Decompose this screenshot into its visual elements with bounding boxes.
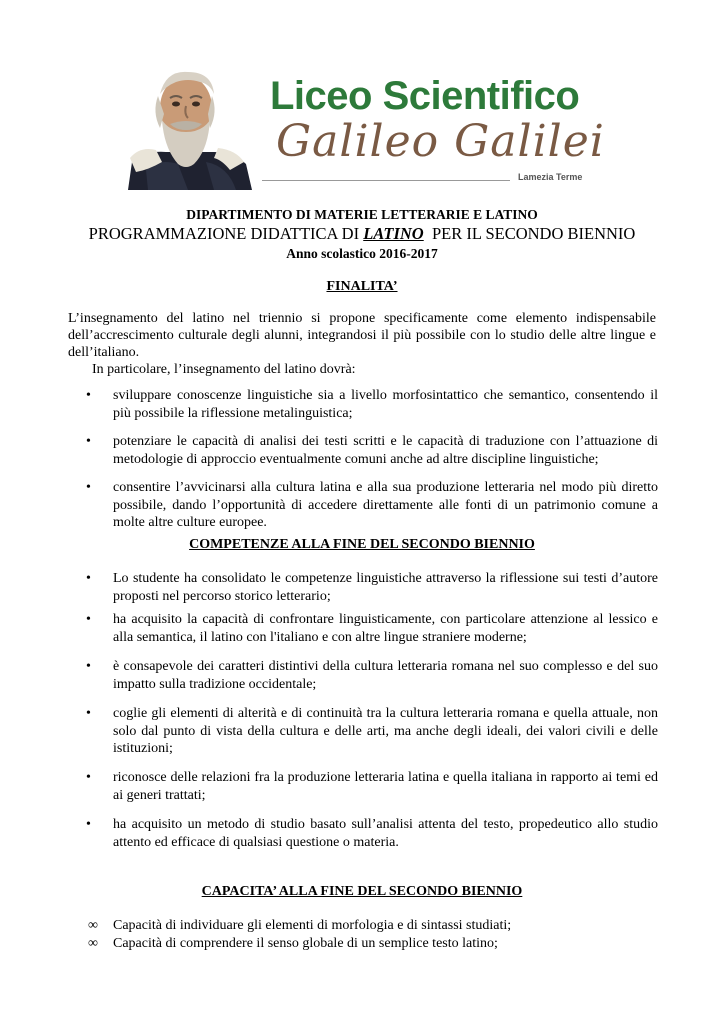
finalita-intro: L’insegnamento del latino nel triennio si propone specificamente come elemento indispensabile dell’accrescimento culturale degli alunni, integrandosi il più possibile con lo studio delle altre lingue e dell’italiano. — [68, 311, 656, 360]
list-item — [68, 433, 658, 468]
program-subject: LATINO — [363, 224, 424, 243]
program-prefix: PROGRAMMAZIONE DIDATTICA DI — [88, 224, 364, 243]
bullet-icon: • — [86, 817, 91, 832]
list-item-text: riconosce delle relazioni fra la produzione letteraria latina e quella italiana in rapporto ai temi ed ai generi trattati; — [113, 770, 658, 803]
list-item — [68, 658, 658, 693]
list-item-text: sviluppare conoscenze linguistiche sia a livello morfosintattico che semantico, consentendo il più possibile la riflessione metalinguistica; — [113, 388, 658, 421]
list-item-text: coglie gli elementi di alterità e di continuità tra la cultura letteraria romana e quella attuale, non solo dal punto di vista della cultura e delle arti, ma anche degli ideali, dei valori civili e delle istituzioni; — [113, 706, 658, 756]
school-year: Anno scolastico 2016-2017 — [286, 246, 438, 261]
program-title — [0, 224, 724, 244]
list-item-text: potenziare le capacità di analisi dei testi scritti e le capacità di traduzione con l’attuazione di metodologie di approccio eventualmente comuni anche ad altre discipline linguistiche; — [113, 434, 658, 467]
list-item-text: ha acquisito un metodo di studio basato sull’analisi attenta del testo, propedeutico allo studio attento ed efficace di qualsiasi questione o materia. — [113, 817, 658, 850]
bullet-icon: • — [86, 480, 91, 495]
bullet-icon: • — [86, 770, 91, 785]
list-item — [68, 769, 658, 804]
capacita-heading: CAPACITA’ ALLA FINE DEL SECONDO BIENNIO — [201, 884, 523, 899]
infinity-bullet-icon: ∞ — [88, 936, 98, 951]
logo-city: Lamezia Terme — [518, 172, 583, 182]
list-item — [68, 479, 658, 532]
school-logo — [118, 66, 605, 194]
list-item — [68, 917, 658, 935]
galileo-portrait-icon — [118, 66, 260, 190]
list-item — [68, 935, 658, 953]
department-title: DIPARTIMENTO DI MATERIE LETTERARIE E LATINO — [186, 207, 538, 222]
logo-subtitle: Galileo Galilei — [276, 116, 605, 167]
list-item — [68, 387, 658, 422]
infinity-bullet-icon: ∞ — [88, 918, 98, 933]
bullet-icon: • — [86, 388, 91, 403]
bullet-icon: • — [86, 571, 91, 586]
list-item-text: ha acquisito la capacità di confrontare linguisticamente, con particolare attenzione al lessico e alla semantica, il latino con l'italiano e con altre lingue straniere moderne; — [113, 612, 658, 645]
bullet-icon: • — [86, 434, 91, 449]
bullet-icon: • — [86, 706, 91, 721]
list-item — [68, 816, 658, 851]
list-item — [68, 611, 658, 646]
bullet-icon: • — [86, 612, 91, 627]
finalita-heading: FINALITA’ — [326, 279, 398, 294]
list-item-text: Capacità di individuare gli elementi di morfologia e di sintassi studiati; — [113, 918, 512, 933]
logo-divider — [262, 180, 510, 181]
competenze-heading: COMPETENZE ALLA FINE DEL SECONDO BIENNIO — [189, 537, 535, 552]
list-item — [68, 570, 658, 605]
list-item-text: Lo studente ha consolidato le competenze linguistiche attraverso la riflessione sui testi d’autore proposti nel percorso storico letterario; — [113, 571, 658, 604]
list-item-text: Capacità di comprendere il senso globale di un semplice testo latino; — [113, 936, 498, 951]
list-item — [68, 705, 658, 758]
bullet-icon: • — [86, 659, 91, 674]
list-item-text: consentire l’avvicinarsi alla cultura latina e alla sua produzione letteraria nel modo più diretto possibile, dando l’opportunità di accedere direttamente alle fonti di un patrimonio comune a molte altre culture europee. — [113, 480, 658, 530]
logo-title: Liceo Scientifico — [270, 74, 580, 118]
finalita-lead: In particolare, l’insegnamento del latino dovrà: — [92, 362, 356, 377]
program-suffix: PER IL SECONDO BIENNIO — [423, 224, 636, 243]
list-item-text: è consapevole dei caratteri distintivi della cultura letteraria romana nel suo complesso e del suo impatto sulla tradizione occidentale; — [113, 659, 658, 692]
